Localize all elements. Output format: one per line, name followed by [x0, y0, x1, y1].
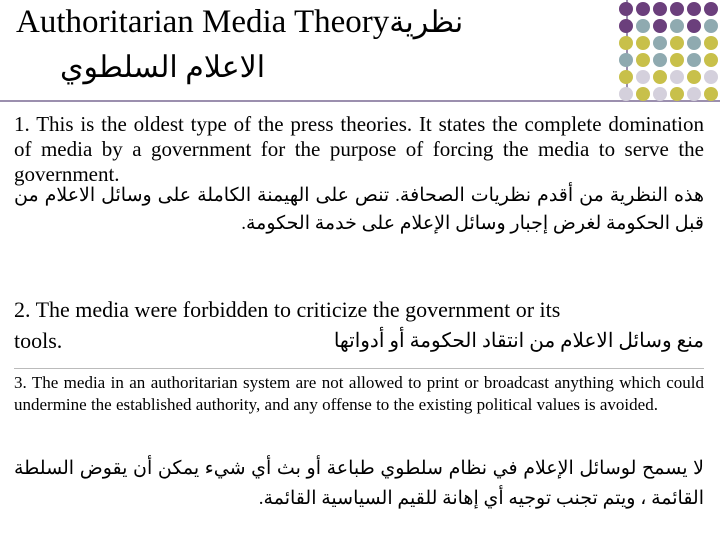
- decor-dot: [619, 19, 633, 33]
- decor-dot: [619, 87, 633, 101]
- decor-dot: [619, 2, 633, 16]
- decor-dot: [653, 70, 667, 84]
- paragraph-2-tools-word: tools.: [14, 328, 63, 353]
- decor-dot: [619, 53, 633, 67]
- decor-dot: [687, 87, 701, 101]
- decor-dot: [653, 53, 667, 67]
- paragraph-2-line-1: 2. The media were forbidden to criticize the government or its: [14, 297, 561, 322]
- decor-dot: [619, 70, 633, 84]
- decor-dot: [636, 53, 650, 67]
- paragraph-2-arabic: منع وسائل الاعلام من انتقاد الحكومة أو أدواتها: [333, 330, 704, 352]
- decor-dot: [670, 2, 684, 16]
- decor-dot: [670, 36, 684, 50]
- decor-dot: [704, 36, 718, 50]
- decor-dot: [653, 2, 667, 16]
- title-arabic: نظرية: [389, 6, 464, 39]
- decor-dot: [653, 36, 667, 50]
- decor-dot: [670, 53, 684, 67]
- decor-dot: [636, 19, 650, 33]
- decor-dot: [704, 53, 718, 67]
- decor-dot: [704, 87, 718, 101]
- decor-dot: [687, 36, 701, 50]
- paragraph-3-arabic: لا يسمح لوسائل الإعلام في نظام سلطوي طباعة أو بث أي شيء يمكن أن يقوض السلطة القائمة ، ويتم تجنب توجيه أي إهانة للقيم السياسية القائمة.: [14, 458, 704, 509]
- decor-dot: [636, 87, 650, 101]
- decor-dot: [653, 19, 667, 33]
- decor-dot: [636, 70, 650, 84]
- paragraph-1-arabic: هذه النظرية من أقدم نظريات الصحافة. تنص على الهيمنة الكاملة على وسائل الاعلام من قبل الحكومة لغرض إجبار وسائل الإعلام على خدمة الحكومة.: [14, 185, 704, 234]
- subtitle-arabic: الاعلام السلطوي: [60, 51, 266, 84]
- page-title: [16, 2, 463, 43]
- decor-dot-grid: [619, 2, 718, 101]
- decor-dot: [704, 70, 718, 84]
- section-divider: [14, 368, 704, 369]
- decor-dot: [704, 2, 718, 16]
- decor-dot: [704, 19, 718, 33]
- decor-dot: [687, 19, 701, 33]
- decor-dot: [670, 87, 684, 101]
- paragraph-1-english: 1. This is the oldest type of the press theories. It states the complete domination of media by a government for the purpose of forcing the media to serve the government.: [14, 112, 704, 186]
- paragraph-3-english: 3. The media in an authoritarian system are not allowed to print or broadcast anything which could undermine the established authority, and any offense to the existing political values is avoided.: [14, 373, 704, 414]
- decor-dot: [687, 70, 701, 84]
- decor-dot: [636, 2, 650, 16]
- decor-dot: [687, 53, 701, 67]
- decor-dot: [636, 36, 650, 50]
- decor-dot: [687, 2, 701, 16]
- title-english: Authoritarian Media Theory: [16, 4, 390, 40]
- decor-dot: [670, 19, 684, 33]
- paragraph-2-line-2: [14, 326, 704, 356]
- decor-dot: [670, 70, 684, 84]
- decor-dot: [653, 87, 667, 101]
- decor-dot: [619, 36, 633, 50]
- decor-horizontal-rule: [0, 100, 720, 102]
